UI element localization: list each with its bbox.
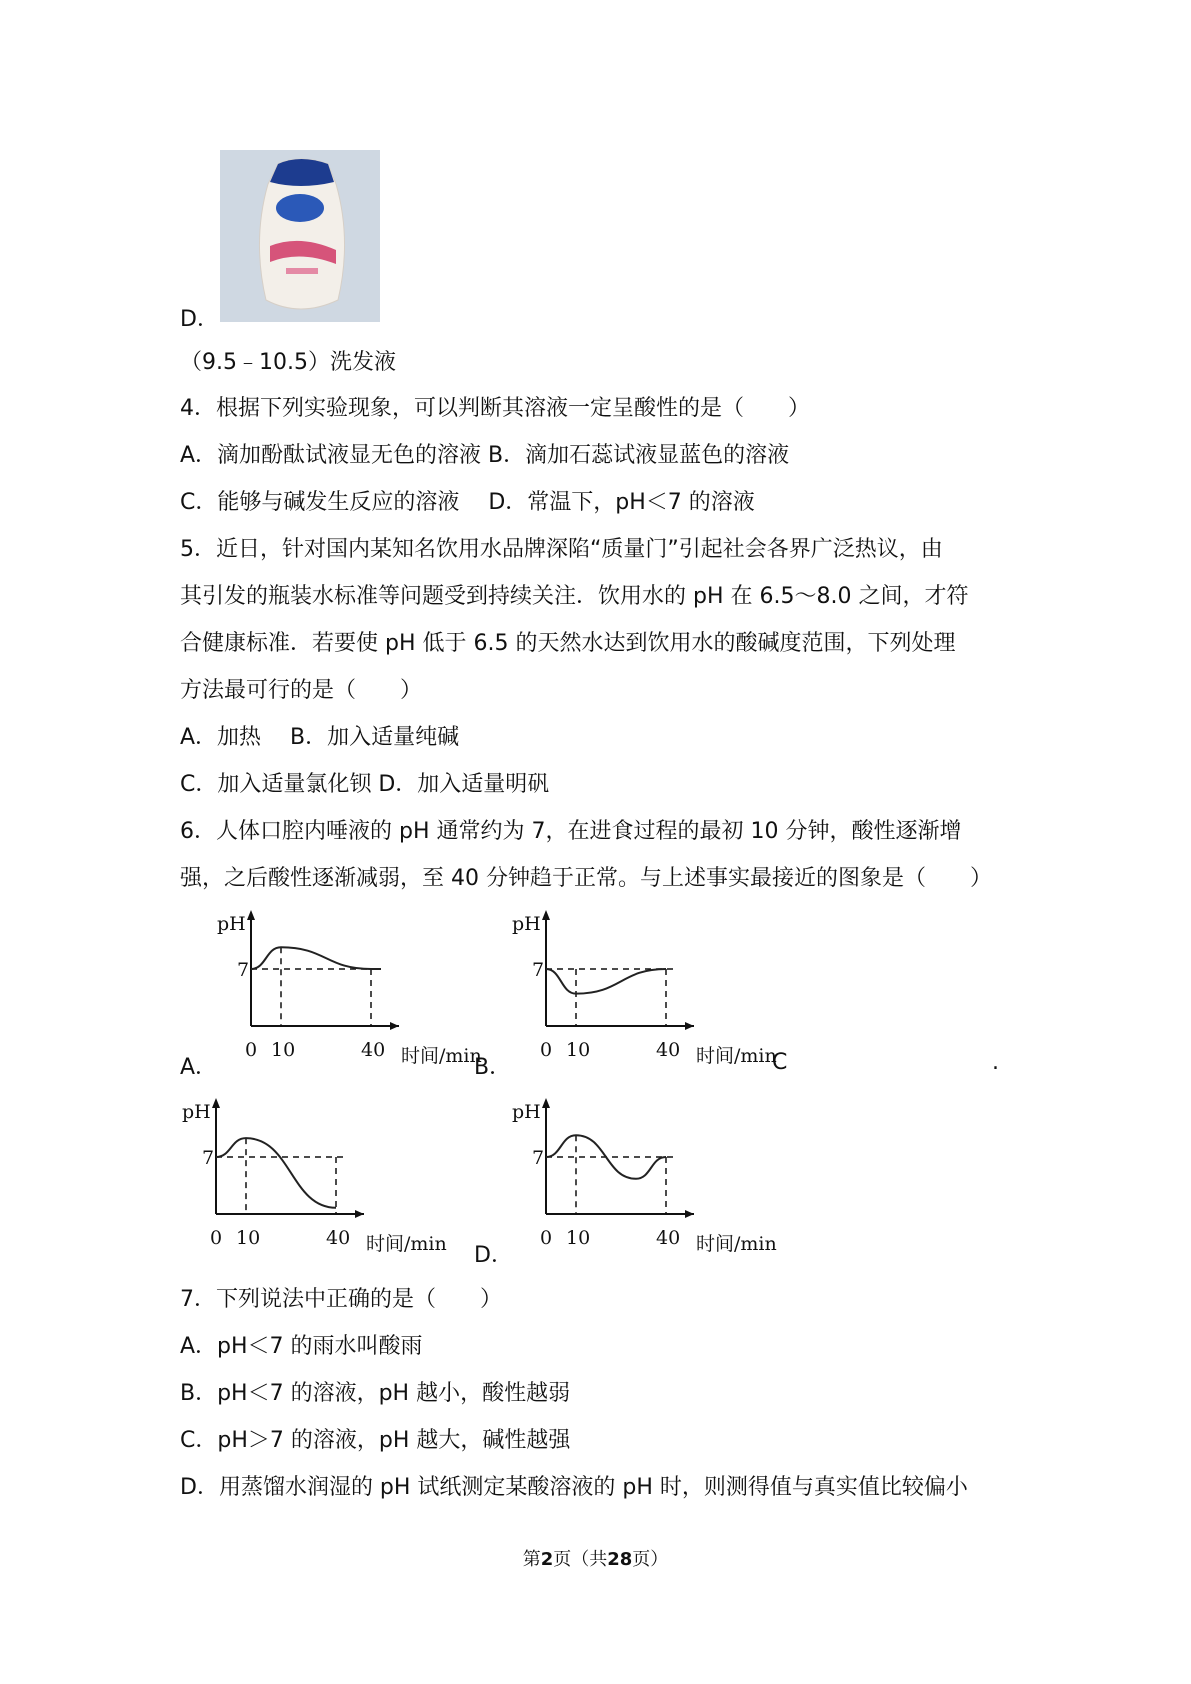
x-tick-40: 40 <box>656 1227 681 1249</box>
q5-options-cd: C．加入适量氯化钡 D．加入适量明矾 <box>180 772 550 797</box>
q6-stem-1: 6．人体口腔内唾液的 pH 通常约为 7，在进食过程的最初 10 分钟，酸性逐渐增 <box>180 819 962 844</box>
footer-total-pages: 28 <box>607 1549 633 1570</box>
y-axis-label: pH <box>512 913 541 935</box>
x-tick-40: 40 <box>326 1227 351 1249</box>
q6-stem-2: 强，之后酸性逐渐减弱，至 40 分钟趋于正常。与上述事实最接近的图象是（ ） <box>180 866 992 891</box>
x-tick-0: 0 <box>245 1039 258 1061</box>
x-axis-label: 时间/min <box>696 1233 777 1255</box>
q7-option-a: A．pH＜7 的雨水叫酸雨 <box>180 1334 423 1359</box>
q3-option-d-label: D． <box>180 307 219 332</box>
q6-graph-b <box>510 908 777 1067</box>
q6-label-a: A． <box>180 1055 218 1080</box>
x-axis-label: 时间/min <box>401 1045 482 1067</box>
q4-options-ab: A．滴加酚酞试液显无色的溶液 B．滴加石蕊试液显蓝色的溶液 <box>180 443 790 468</box>
y-axis-arrow <box>212 1098 220 1108</box>
x-tick-0: 0 <box>210 1227 223 1249</box>
q6-label-c: C <box>772 1050 788 1075</box>
q7-option-c: C．pH＞7 的溶液，pH 越大，碱性越强 <box>180 1428 571 1453</box>
ph-curve <box>546 969 666 994</box>
page-footer <box>0 1545 1191 1571</box>
footer-suffix: 页） <box>632 1549 669 1570</box>
x-tick-10: 10 <box>566 1039 591 1061</box>
x-tick-10: 10 <box>236 1227 261 1249</box>
x-tick-40: 40 <box>361 1039 386 1061</box>
y-axis-label: pH <box>512 1101 541 1123</box>
q6-graph-c <box>180 1096 447 1255</box>
q4-stem: 4．根据下列实验现象，可以判断其溶液一定呈酸性的是（ ） <box>180 396 810 421</box>
q3-option-d-caption: （9.5﹣10.5）洗发液 <box>180 350 396 375</box>
q5-stem-2: 其引发的瓶装水标准等问题受到持续关注．饮用水的 pH 在 6.5～8.0 之间，才符 <box>180 584 969 609</box>
q5-options-ab: A．加热 B．加入适量纯碱 <box>180 725 460 750</box>
q6-label-c-dot: . <box>992 1050 999 1075</box>
y-axis-label: pH <box>182 1101 211 1123</box>
q6-label-b: B． <box>474 1055 512 1080</box>
y-tick-7: 7 <box>532 959 545 981</box>
q6-graph-d <box>510 1096 777 1255</box>
ph-curve <box>216 1138 336 1208</box>
q6-graph-a <box>215 908 482 1067</box>
shampoo-bottle-photo <box>220 150 380 322</box>
x-axis-arrow <box>685 1022 694 1030</box>
y-axis-label: pH <box>217 913 246 935</box>
x-tick-0: 0 <box>540 1039 553 1061</box>
footer-middle: 页（共 <box>553 1549 608 1570</box>
y-axis-arrow <box>542 1098 550 1108</box>
y-tick-7: 7 <box>532 1147 545 1169</box>
shampoo-bottle-icon <box>220 150 380 322</box>
q7-stem: 7．下列说法中正确的是（ ） <box>180 1287 502 1312</box>
q7-option-b: B．pH＜7 的溶液，pH 越小，酸性越弱 <box>180 1381 571 1406</box>
q5-stem-1: 5．近日，针对国内某知名饮用水品牌深陷“质量门”引起社会各界广泛热议，由 <box>180 537 943 562</box>
x-axis-arrow <box>355 1210 364 1218</box>
x-tick-40: 40 <box>656 1039 681 1061</box>
x-axis-label: 时间/min <box>366 1233 447 1255</box>
x-tick-0: 0 <box>540 1227 553 1249</box>
x-tick-10: 10 <box>271 1039 296 1061</box>
y-tick-7: 7 <box>202 1147 215 1169</box>
ph-curve <box>251 947 381 969</box>
q7-option-d: D．用蒸馏水润湿的 pH 试纸测定某酸溶液的 pH 时，则测得值与真实值比较偏小 <box>180 1475 968 1500</box>
y-tick-7: 7 <box>237 959 250 981</box>
y-axis-arrow <box>247 910 255 920</box>
x-axis-arrow <box>390 1022 399 1030</box>
q5-stem-3: 合健康标准．若要使 pH 低于 6.5 的天然水达到饮用水的酸碱度范围，下列处理 <box>180 631 956 656</box>
q5-stem-4: 方法最可行的是（ ） <box>180 678 423 703</box>
y-axis-arrow <box>542 910 550 920</box>
footer-page-number: 2 <box>540 1549 554 1570</box>
footer-prefix: 第 <box>522 1549 541 1570</box>
x-axis-arrow <box>685 1210 694 1218</box>
q4-options-cd: C．能够与碱发生反应的溶液 D．常温下，pH＜7 的溶液 <box>180 490 755 515</box>
x-axis-label: 时间/min <box>696 1045 777 1067</box>
x-tick-10: 10 <box>566 1227 591 1249</box>
q6-label-d: D． <box>474 1243 513 1268</box>
